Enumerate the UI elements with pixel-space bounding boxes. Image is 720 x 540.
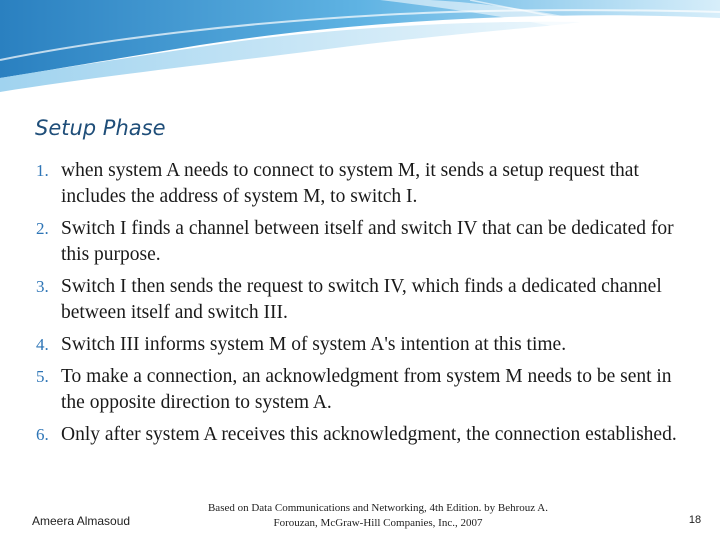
list-item-number: 5. — [36, 367, 49, 386]
list-item-text: Only after system A receives this acknowledgment, the connection established. — [61, 424, 677, 445]
list-item-text: To make a connection, an acknowledgment from system M needs to be sent in the opposite direction to system A. — [61, 366, 672, 413]
list-item-number: 3. — [36, 277, 49, 296]
footer-source-line-1: Based on Data Communications and Networking, 4th Edition. by Behrouz A. — [207, 502, 549, 514]
header-wave-decoration — [0, 0, 720, 95]
list-item-number: 2. — [36, 219, 49, 238]
footer-source — [168, 501, 588, 531]
list-item-text: Switch III informs system M of system A's intention at this time. — [61, 334, 567, 355]
list-item-number: 1. — [36, 161, 49, 180]
list-item-number: 6. — [36, 425, 49, 444]
list-item — [36, 158, 686, 210]
list-item-number: 4. — [36, 335, 49, 354]
list-item — [36, 274, 686, 326]
page-number: 18 — [688, 514, 702, 526]
list-item — [36, 216, 686, 268]
setup-steps-list — [36, 158, 686, 454]
footer-author: Ameera Almasoud — [32, 514, 131, 528]
slide-title: Setup Phase — [35, 116, 166, 140]
list-item-text: Switch I then sends the request to switch IV, which finds a dedicated channel between itself and switch III. — [61, 276, 662, 323]
footer-source-line-2: Forouzan, McGraw-Hill Companies, Inc., 2007 — [273, 517, 483, 529]
list-item — [36, 422, 686, 448]
list-item-text: when system A needs to connect to system M, it sends a setup request that includes the address of system M, to switch I. — [61, 160, 639, 207]
list-item-text: Switch I finds a channel between itself and switch IV that can be dedicated for this purpose. — [61, 218, 674, 265]
list-item — [36, 364, 686, 416]
list-item — [36, 332, 686, 358]
